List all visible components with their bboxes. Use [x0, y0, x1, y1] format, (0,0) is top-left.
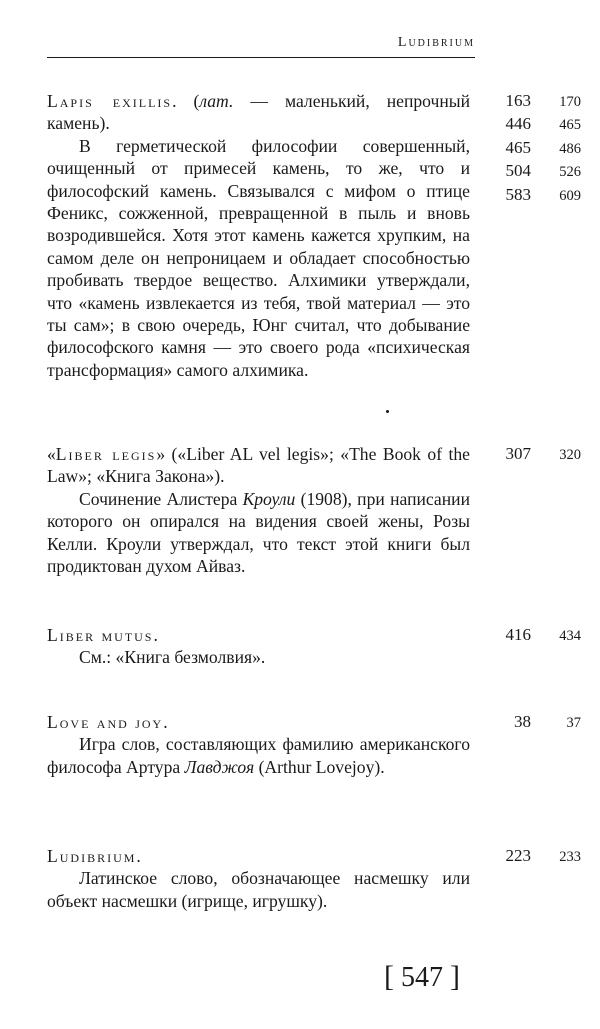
body-italic: Кроули: [242, 488, 296, 509]
page-ref-secondary: 170: [559, 94, 581, 110]
entry-term: Liber mutus: [47, 625, 154, 645]
entry-body: См.: «Книга безмолвия».: [79, 647, 266, 668]
page-ref-row: [487, 90, 581, 113]
page-ref-secondary: 37: [566, 715, 581, 731]
page-references: [487, 443, 581, 466]
body-italic: Лавджоя: [184, 756, 255, 777]
page-references: [487, 845, 581, 868]
page-ref-secondary: 434: [559, 628, 581, 644]
glossary-entry: [47, 90, 581, 381]
glossary-entry: [47, 845, 581, 912]
entry-headline: Ludibrium.: [47, 846, 141, 866]
page-number: [ 547 ]: [384, 960, 460, 993]
page-ref-row: [487, 160, 581, 183]
entry-gloss: » («Liber AL vel legis»; «The Book of the Law»; «Книга Закона»).: [47, 444, 470, 487]
page-ref-primary: 307: [505, 444, 531, 463]
glossary-entry: [47, 711, 581, 778]
body-text: Сочинение Алистера: [79, 488, 243, 509]
page-ref-primary: 38: [514, 712, 531, 731]
page-ref-secondary: 233: [559, 849, 581, 865]
body-text: Игра слов, составляющих фамилию американского философа Артура: [47, 734, 470, 777]
entry-gloss: — маленький, непрочный камень).: [47, 91, 470, 134]
page-ref-secondary: 320: [559, 447, 581, 463]
page-references: [487, 711, 581, 734]
entry-text: [47, 845, 470, 912]
page-references: [487, 90, 581, 207]
entry-term: Ludibrium: [47, 846, 137, 866]
page-ref-row: [487, 845, 581, 868]
entry-text: [47, 624, 470, 669]
header-rule: [47, 57, 475, 58]
entry-body: [47, 488, 470, 578]
page-number-value: 547: [401, 962, 443, 993]
entry-term: Liber legis: [55, 444, 157, 464]
entry-body: [47, 733, 470, 778]
page-ref-primary: 583: [505, 184, 531, 204]
entry-body: В герметической философии совершенный, очищенный от примесей камень, то же, что и философский камень. Связывался с мифом о птице Феникс, сожженной, превращенной в пыль и вновь возродившейся. Хотя этот камень кажется хрупким, на самом деле он непроницаем и обладает способностью пробивать твердое вещество. Алхимики утверждали, что «камень извлекается из тебя, твой материал — это ты сам»; в свою очередь, Юнг считал, что добывание философского камня — это своего рода «психическая трансформация» самого алхимика.: [47, 135, 470, 380]
page-ref-secondary: 465: [559, 117, 581, 134]
page-header: [0, 35, 600, 57]
entry-text: [47, 443, 470, 577]
page-ref-row: [487, 113, 581, 136]
entry-body: Латинское слово, обозначающее насмешку или объект насмешки (игрище, игрушку).: [47, 868, 470, 911]
page-ref-primary: 446: [505, 114, 531, 134]
end-mark: [386, 410, 389, 413]
entry-term: Lapis exillis: [47, 91, 173, 111]
glossary-entry: [47, 624, 581, 669]
glossary-entry: [47, 443, 581, 577]
language-label: лат.: [199, 91, 234, 111]
page-ref-primary: 223: [505, 846, 531, 865]
entry-headline: «Liber legis» («Liber AL vel legis»; «The Book of the Law»; «Книга Закона»).: [47, 444, 470, 487]
entry-headline: Lapis exillis. (лат. — маленький, непрочный камень).: [47, 91, 470, 134]
running-head: Ludibrium: [397, 35, 475, 50]
page-ref-row: [487, 137, 581, 160]
entry-text: [47, 711, 470, 778]
body-text: (Arthur Lovejoy).: [254, 756, 385, 777]
page-ref-primary: 163: [505, 91, 531, 110]
body-text: (1908), при написании которого он опирался на видения своей жены, Розы Келли. Кроули утверждал, что текст этой книги был продиктован духом Айваз.: [47, 488, 470, 577]
entry-headline: Love and joy.: [47, 712, 168, 732]
page-ref-row: [487, 184, 581, 207]
page-ref-secondary: 609: [559, 187, 581, 204]
page-ref-primary: 416: [505, 625, 531, 644]
page-ref-row: [487, 711, 581, 734]
page-ref-primary: 504: [505, 161, 531, 181]
page-ref-row: [487, 624, 581, 647]
entry-term: Love and joy: [47, 712, 164, 732]
page-ref-row: [487, 443, 581, 466]
page-ref-secondary: 526: [559, 164, 581, 181]
entry-headline: Liber mutus.: [47, 625, 158, 645]
page-ref-primary: 465: [505, 137, 531, 157]
entry-text: [47, 90, 470, 381]
page-ref-secondary: 486: [559, 140, 581, 157]
page-references: [487, 624, 581, 647]
